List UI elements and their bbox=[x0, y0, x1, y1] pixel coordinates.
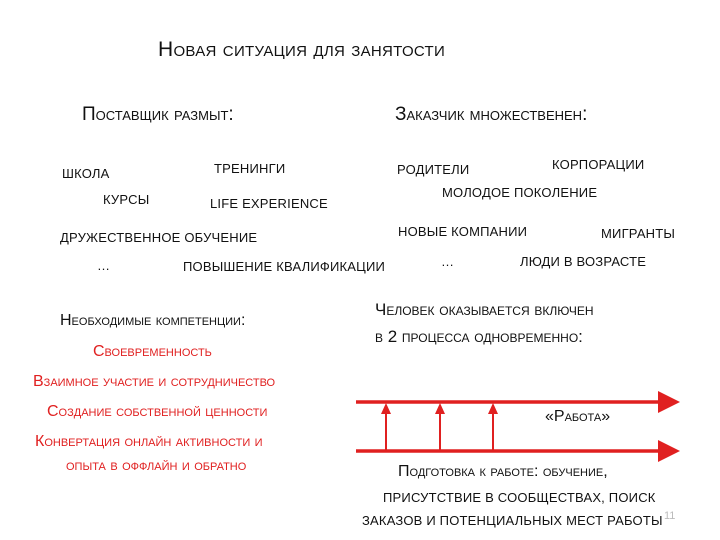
supplier-heading: Поставщик размыт: bbox=[82, 104, 234, 125]
supplier-item-trainings: ТРЕНИНГИ bbox=[214, 161, 286, 176]
supplier-item-ellipsis: … bbox=[97, 258, 111, 273]
supplier-item-qualification: ПОВЫШЕНИЕ КВАЛИФИКАЦИИ bbox=[183, 259, 386, 274]
link-arrowhead-3 bbox=[488, 403, 498, 414]
work-label: «Работа» bbox=[545, 408, 611, 425]
page-number: 11 bbox=[664, 510, 676, 522]
supplier-item-life-experience: LIFE EXPERIENCE bbox=[210, 196, 328, 211]
customer-item-parents: РОДИТЕЛИ bbox=[397, 162, 470, 177]
customer-item-ellipsis: … bbox=[441, 254, 455, 269]
competency-conversion-line1: Конвертация онлайн активности и bbox=[35, 433, 263, 450]
link-arrowhead-2 bbox=[435, 403, 445, 414]
processes-heading-line1: Человек оказывается включен bbox=[375, 300, 594, 319]
customer-item-elderly: ЛЮДИ В ВОЗРАСТЕ bbox=[520, 254, 647, 269]
link-arrowhead-1 bbox=[381, 403, 391, 414]
customer-item-young-generation: МОЛОДОЕ ПОКОЛЕНИЕ bbox=[442, 185, 598, 200]
supplier-item-friendly-learning: ДРУЖЕСТВЕННОЕ ОБУЧЕНИЕ bbox=[60, 230, 258, 245]
prep-arrowhead bbox=[658, 440, 680, 462]
supplier-item-school: ШКОЛА bbox=[62, 166, 110, 181]
processes-heading-line2: в 2 процесса одновременно: bbox=[375, 327, 583, 346]
customer-item-new-companies: НОВЫЕ КОМПАНИИ bbox=[398, 224, 528, 239]
customer-item-corporations: КОРПОРАЦИИ bbox=[552, 157, 645, 172]
customer-heading: Заказчик множественен: bbox=[395, 104, 588, 125]
competency-own-value: Создание собственной ценности bbox=[47, 403, 268, 420]
prep-line3: ЗАКАЗОВ И ПОТЕНЦИАЛЬНЫХ МЕСТ РАБОТЫ bbox=[362, 513, 663, 528]
competencies-heading: Необходимые компетенции: bbox=[60, 312, 246, 329]
page-title: Новая ситуация для занятости bbox=[158, 38, 446, 61]
prep-line2: ПРИСУТСТВИЕ В СООБЩЕСТВАХ, ПОИСК bbox=[383, 490, 656, 505]
competency-conversion-line2: опыта в оффлайн и обратно bbox=[66, 457, 247, 474]
work-arrowhead bbox=[658, 391, 680, 413]
supplier-item-courses: КУРСЫ bbox=[103, 192, 150, 207]
competency-timeliness: Своевременность bbox=[93, 343, 212, 360]
customer-item-migrants: МИГРАНТЫ bbox=[601, 226, 676, 241]
prep-line1: Подготовка к работе: обучение, bbox=[398, 463, 608, 480]
competency-cooperation: Взаимное участие и сотрудничество bbox=[33, 373, 276, 390]
